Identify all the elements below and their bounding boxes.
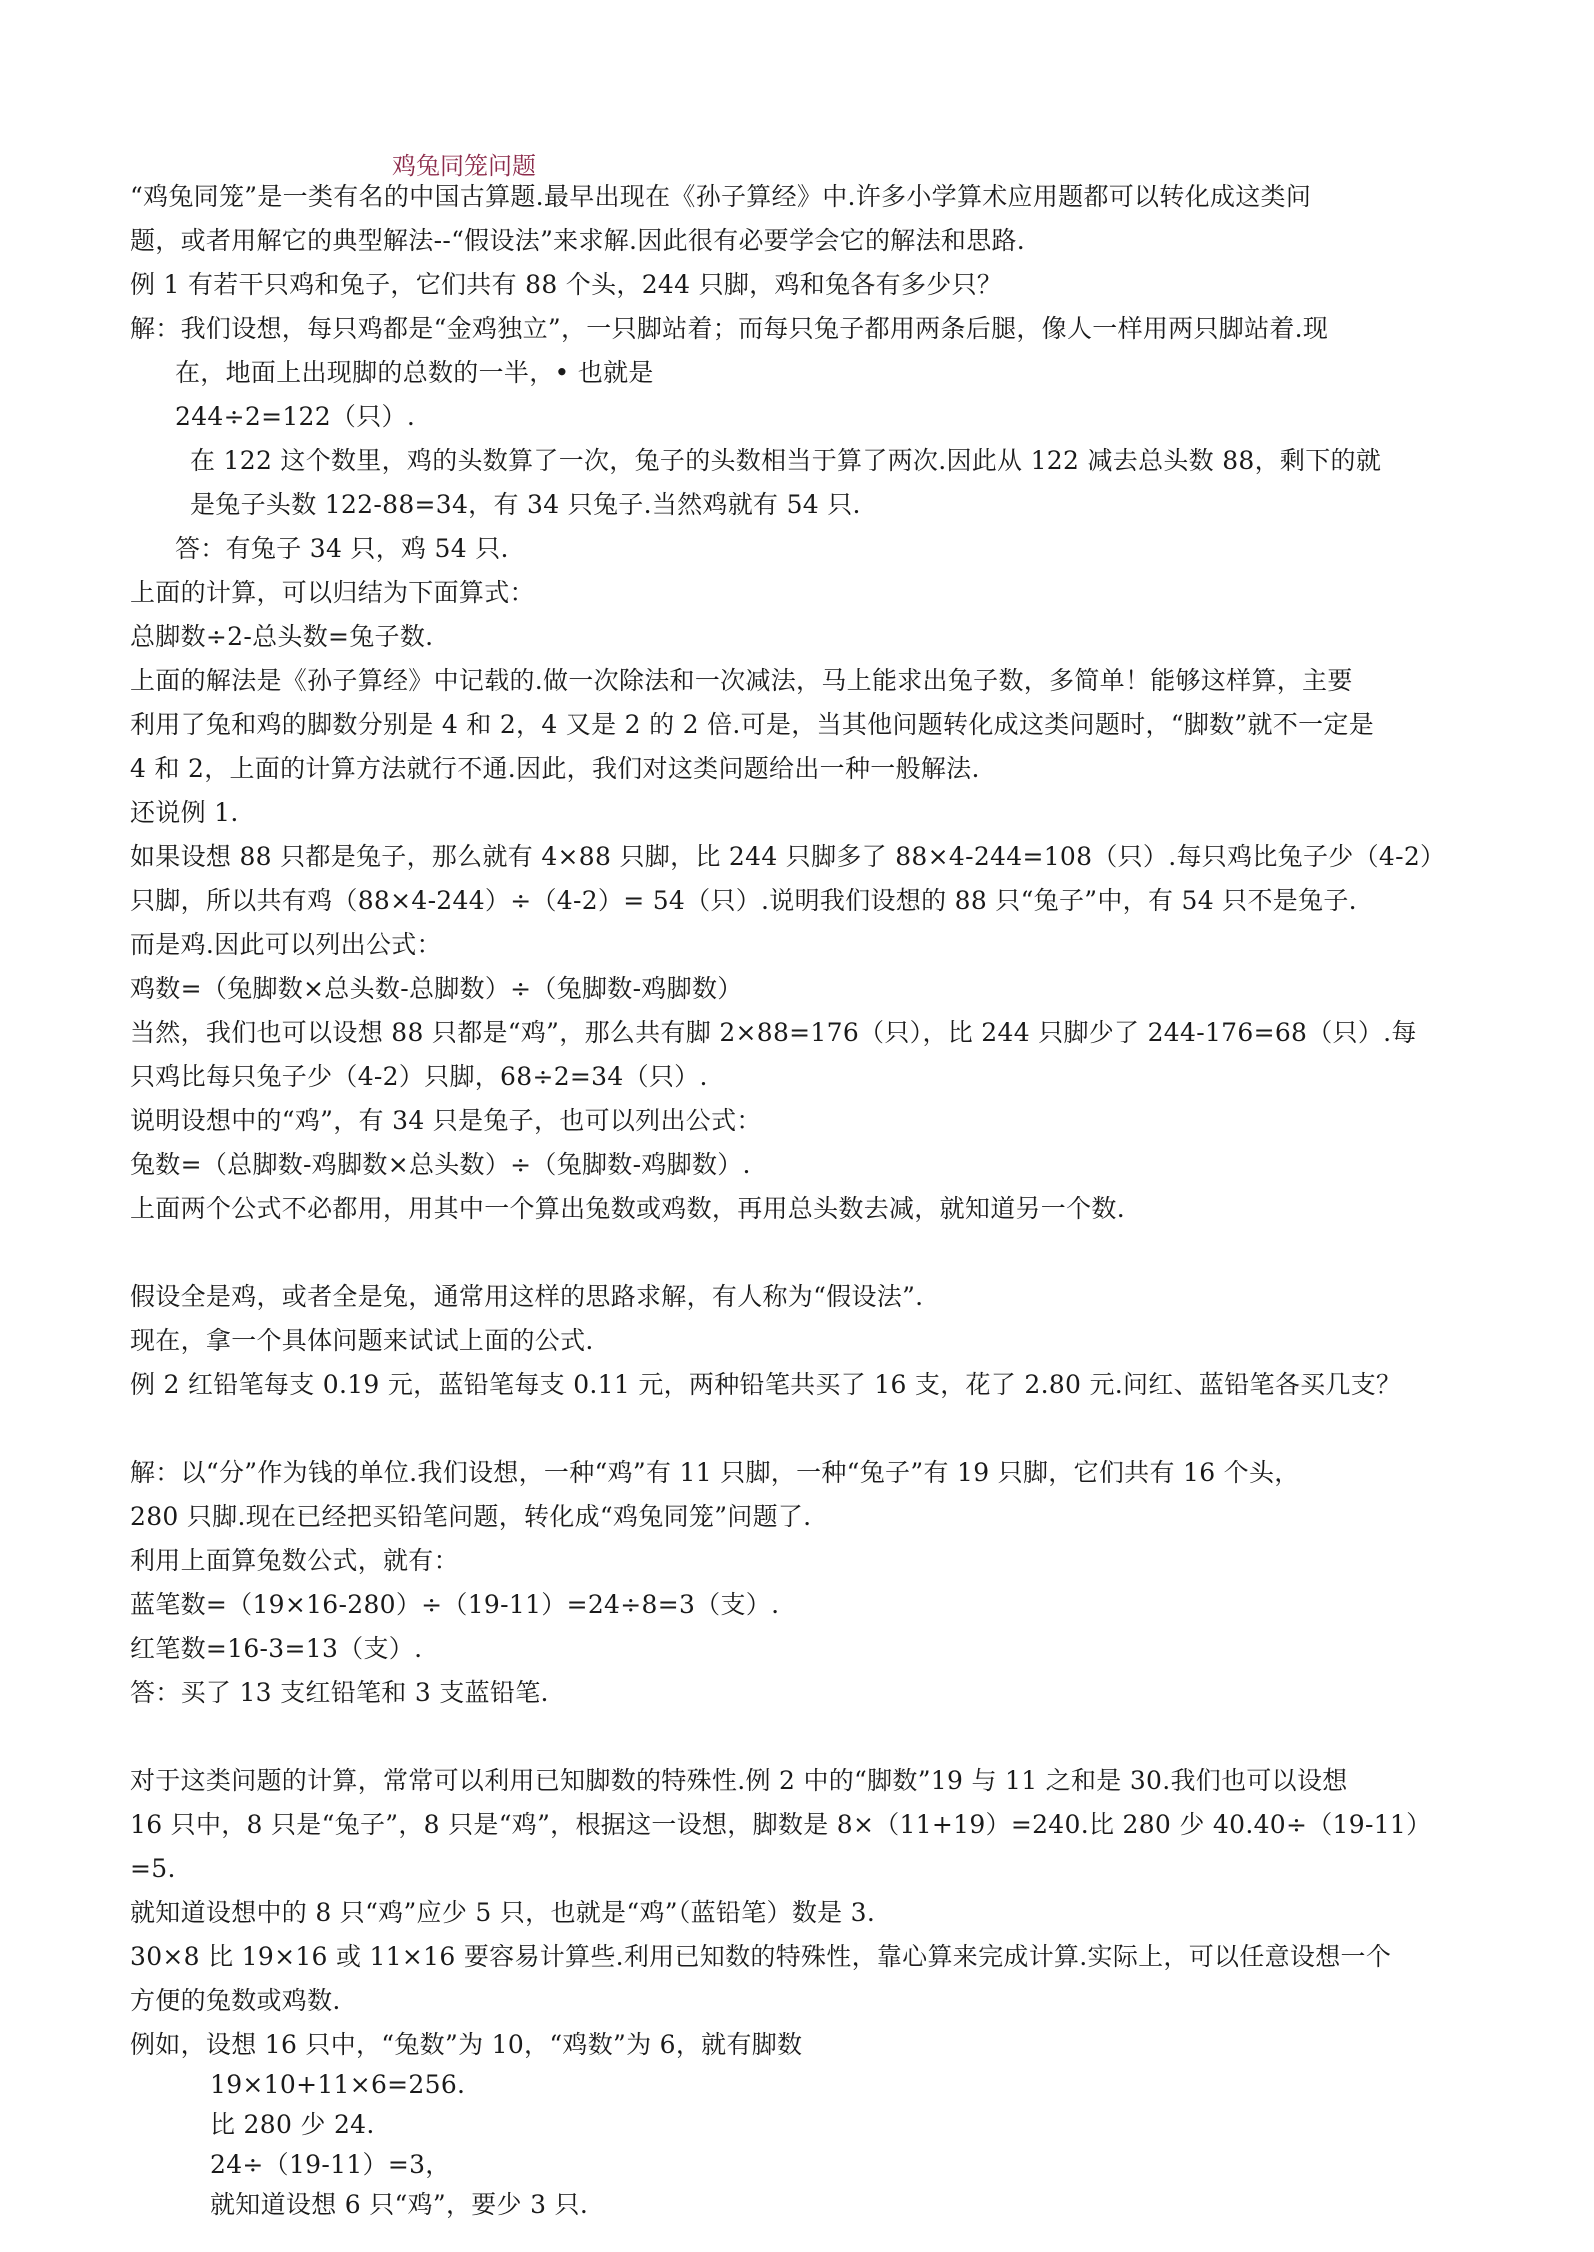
text-line: 上面的计算，可以归结为下面算式： — [130, 578, 535, 607]
text-line: 24÷（19-11）=3， — [210, 2150, 451, 2179]
text-line: 16 只中，8 只是“兔子”，8 只是“鸡”，根据这一设想，脚数是 8×（11+19）=240.比 280 少 40.40÷（19-11） — [130, 1810, 1432, 1839]
text-line: 鸡数=（兔脚数×总头数-总脚数）÷（兔脚数-鸡脚数） — [130, 974, 743, 1003]
text-line: 上面两个公式不必都用，用其中一个算出兔数或鸡数，再用总头数去减，就知道另一个数. — [130, 1194, 1125, 1223]
text-line: 答：有兔子 34 只，鸡 54 只. — [175, 534, 509, 563]
text-line: 4 和 2，上面的计算方法就行不通.因此，我们对这类问题给出一种一般解法. — [130, 754, 980, 783]
text-line: 280 只脚.现在已经把买铅笔问题，转化成“鸡兔同笼”问题了. — [130, 1502, 812, 1531]
text-line: 例如，设想 16 只中，“兔数”为 10，“鸡数”为 6，就有脚数 — [130, 2030, 803, 2059]
text-line: 如果设想 88 只都是兔子，那么就有 4×88 只脚，比 244 只脚多了 88×4-244=108（只）.每只鸡比兔子少（4-2） — [130, 842, 1446, 871]
text-line: 比 280 少 24. — [210, 2110, 375, 2139]
text-line: 244÷2=122（只）. — [175, 402, 416, 431]
text-line: 对于这类问题的计算，常常可以利用已知脚数的特殊性.例 2 中的“脚数”19 与 11 之和是 30.我们也可以设想 — [130, 1766, 1348, 1795]
text-line: 利用了兔和鸡的脚数分别是 4 和 2，4 又是 2 的 2 倍.可是，当其他问题转化成这类问题时，“脚数”就不一定是 — [130, 710, 1375, 739]
text-line: 19×10+11×6=256. — [210, 2070, 466, 2099]
text-line: 红笔数=16-3=13（支）. — [130, 1634, 423, 1663]
text-line: 就知道设想 6 只“鸡”，要少 3 只. — [210, 2190, 589, 2219]
text-line: 就知道设想中的 8 只“鸡”应少 5 只，也就是“鸡”（蓝铅笔）数是 3. — [130, 1898, 876, 1927]
text-line: 总脚数÷2-总头数=兔子数. — [130, 622, 434, 651]
text-line: 蓝笔数=（19×16-280）÷（19-11）=24÷8=3（支）. — [130, 1590, 780, 1619]
text-line: 说明设想中的“鸡”，有 34 只是兔子，也可以列出公式： — [130, 1106, 762, 1135]
text-line: =5. — [130, 1854, 176, 1883]
text-line: 当然，我们也可以设想 88 只都是“鸡”，那么共有脚 2×88=176（只），比 244 只脚少了 244-176=68（只）.每 — [130, 1018, 1417, 1047]
text-line: 解：以“分”作为钱的单位.我们设想，一种“鸡”有 11 只脚，一种“兔子”有 19 只脚，它们共有 16 个头， — [130, 1458, 1300, 1487]
text-line: 在，地面上出现脚的总数的一半，• 也就是 — [175, 358, 654, 387]
text-line: 方便的兔数或鸡数. — [130, 1986, 341, 2015]
text-line: 是兔子头数 122-88=34，有 34 只兔子.当然鸡就有 54 只. — [190, 490, 861, 519]
text-line: 兔数=（总脚数-鸡脚数×总头数）÷（兔脚数-鸡脚数）. — [130, 1150, 751, 1179]
text-line: 解：我们设想，每只鸡都是“金鸡独立”，一只脚站着；而每只兔子都用两条后腿，像人一样用两只脚站着.现 — [130, 314, 1329, 343]
text-line: 例 2 红铅笔每支 0.19 元，蓝铅笔每支 0.11 元，两种铅笔共买了 16 支，花了 2.80 元.问红、蓝铅笔各买几支？ — [130, 1370, 1402, 1399]
text-line: 只鸡比每只兔子少（4-2）只脚，68÷2=34（只）. — [130, 1062, 708, 1091]
document-title: 鸡兔同笼问题 — [392, 152, 536, 180]
text-line: 利用上面算兔数公式，就有： — [130, 1546, 459, 1575]
text-line: 只脚，所以共有鸡（88×4-244）÷（4-2）= 54（只）.说明我们设想的 88 只“兔子”中，有 54 只不是兔子. — [130, 886, 1357, 915]
text-line: 现在，拿一个具体问题来试试上面的公式. — [130, 1326, 594, 1355]
text-line: 而是鸡.因此可以列出公式： — [130, 930, 442, 959]
text-line: 上面的解法是《孙子算经》中记载的.做一次除法和一次减法，马上能求出兔子数，多简单！能够这样算，主要 — [130, 666, 1353, 695]
text-line: 假设全是鸡，或者全是兔，通常用这样的思路求解，有人称为“假设法”. — [130, 1282, 924, 1311]
text-line: 题，或者用解它的典型解法--“假设法”来求解.因此很有必要学会它的解法和思路. — [130, 226, 1026, 255]
text-line: 在 122 这个数里，鸡的头数算了一次，兔子的头数相当于算了两次.因此从 122 减去总头数 88，剩下的就 — [190, 446, 1382, 475]
text-line: 答：买了 13 支红铅笔和 3 支蓝铅笔. — [130, 1678, 549, 1707]
text-line: 还说例 1. — [130, 798, 239, 827]
text-line: 例 1 有若干只鸡和兔子，它们共有 88 个头，244 只脚，鸡和兔各有多少只？ — [130, 270, 1003, 299]
text-line: 30×8 比 19×16 或 11×16 要容易计算些.利用已知数的特殊性，靠心算来完成计算.实际上，可以任意设想一个 — [130, 1942, 1392, 1971]
text-line: “鸡兔同笼”是一类有名的中国古算题.最早出现在《孙子算经》中.许多小学算术应用题都可以转化成这类问 — [130, 182, 1312, 211]
